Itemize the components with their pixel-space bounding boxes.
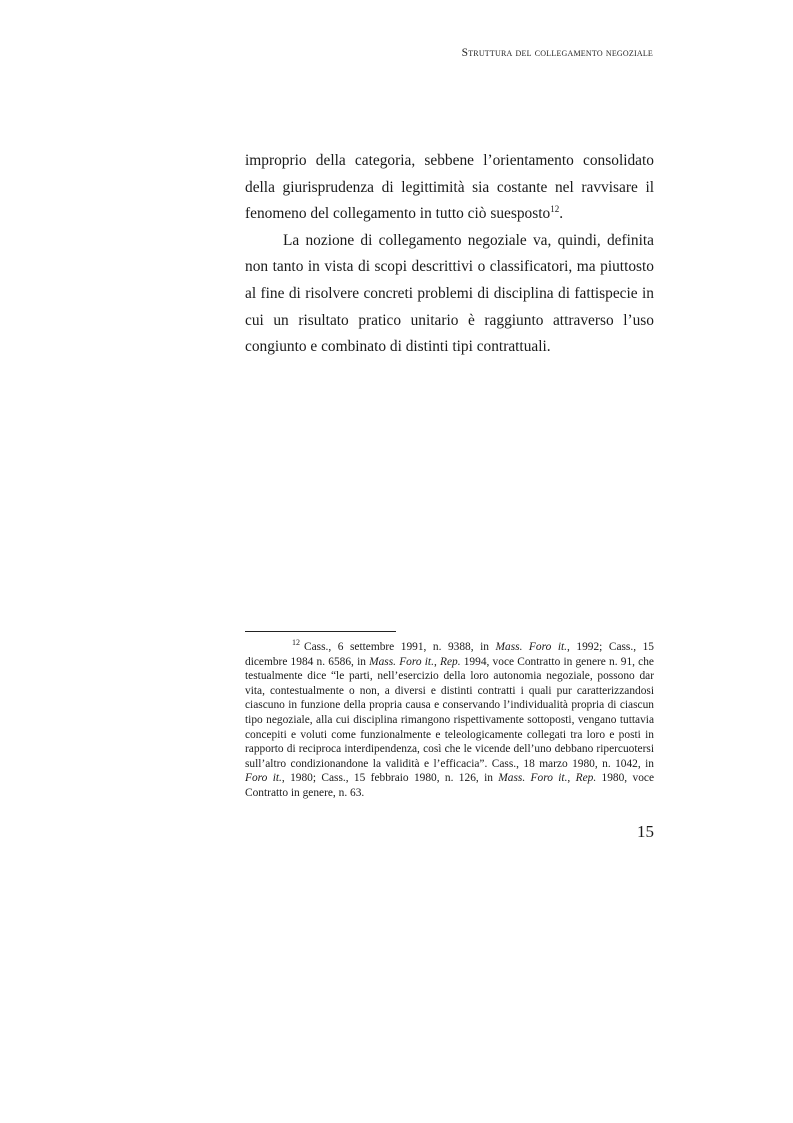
body-text [245, 148, 654, 361]
footnote-segment: , [433, 655, 440, 668]
footnote-segment: , 1992; Cass., 15 dicembre 1984 n. 6586, in [245, 641, 654, 668]
footnote-reference: 12 [550, 204, 560, 215]
footnote-italic: Rep. [575, 772, 597, 785]
footnote-segment: , 1980; Cass., 15 febbraio 1980, n. 126, in [281, 772, 499, 785]
footnote-italic: Rep. [439, 655, 461, 668]
paragraph-1 [245, 148, 654, 228]
footnote-number: 12 [292, 638, 300, 648]
paragraph-1-tail: . [559, 205, 564, 223]
footnote-separator [245, 631, 396, 632]
page-number: 15 [637, 822, 654, 841]
footnote-segment: 1980, voce Contratto in genere, n. 63. [245, 772, 655, 799]
running-header: Struttura del collegamento negoziale [461, 47, 653, 59]
footnote-italic: Mass. Foro it. [369, 655, 434, 668]
footnote-italic: Foro it. [245, 772, 282, 785]
paragraph-2: La nozione di collegamento negoziale va, quindi, definita non tanto in vista di scopi descrittivi o classificatori, ma piuttosto al fine di risolvere concreti problemi di disciplina di fattispecie in cui un risultato pratico unitario è raggiunto attraverso l’uso congiunto e combinato di distinti tipi contrattuali. [245, 231, 654, 356]
paragraph-1-text: improprio della categoria, sebbene l’orientamento consolidato della giurisprudenza di legittimità sia costante nel ravvisare il fenomeno del collegamento in tutto ciò suesposto [245, 152, 654, 223]
footnote-segment: Cass., 6 settembre 1991, n. 9388, in [304, 641, 496, 653]
footnote-segment: 1994, voce Contratto in genere n. 91, che testualmente dice “le parti, nell’esercizio della loro autonomia negoziale, possono dar vita, contestualmente o non, a diversi e distinti contratti i quali pur caratterizzandosi ciascuno in funzione della propria causa e conservando l’individualità propria di ciascun tipo negoziale, alla cui disciplina rimangono rispettivamente sottoposti, vengano tuttavia concepiti e voluti come funzionalmente e teleologicamente collegati tra loro e posti in rapporto di reciproca interdipendenza, così che le vicende dell’uno debbano ripercuotersi sull’altro condizionandone la validità e l’efficacia”. Cass., 18 marzo 1980, n. 1042, in [245, 655, 654, 770]
footnote-segment: , [567, 772, 576, 785]
footnote-italic: Mass. Foro it. [495, 641, 567, 653]
footnote-italic: Mass. Foro it. [498, 772, 568, 785]
footnote-text [245, 640, 654, 801]
footnote-12 [245, 640, 654, 801]
